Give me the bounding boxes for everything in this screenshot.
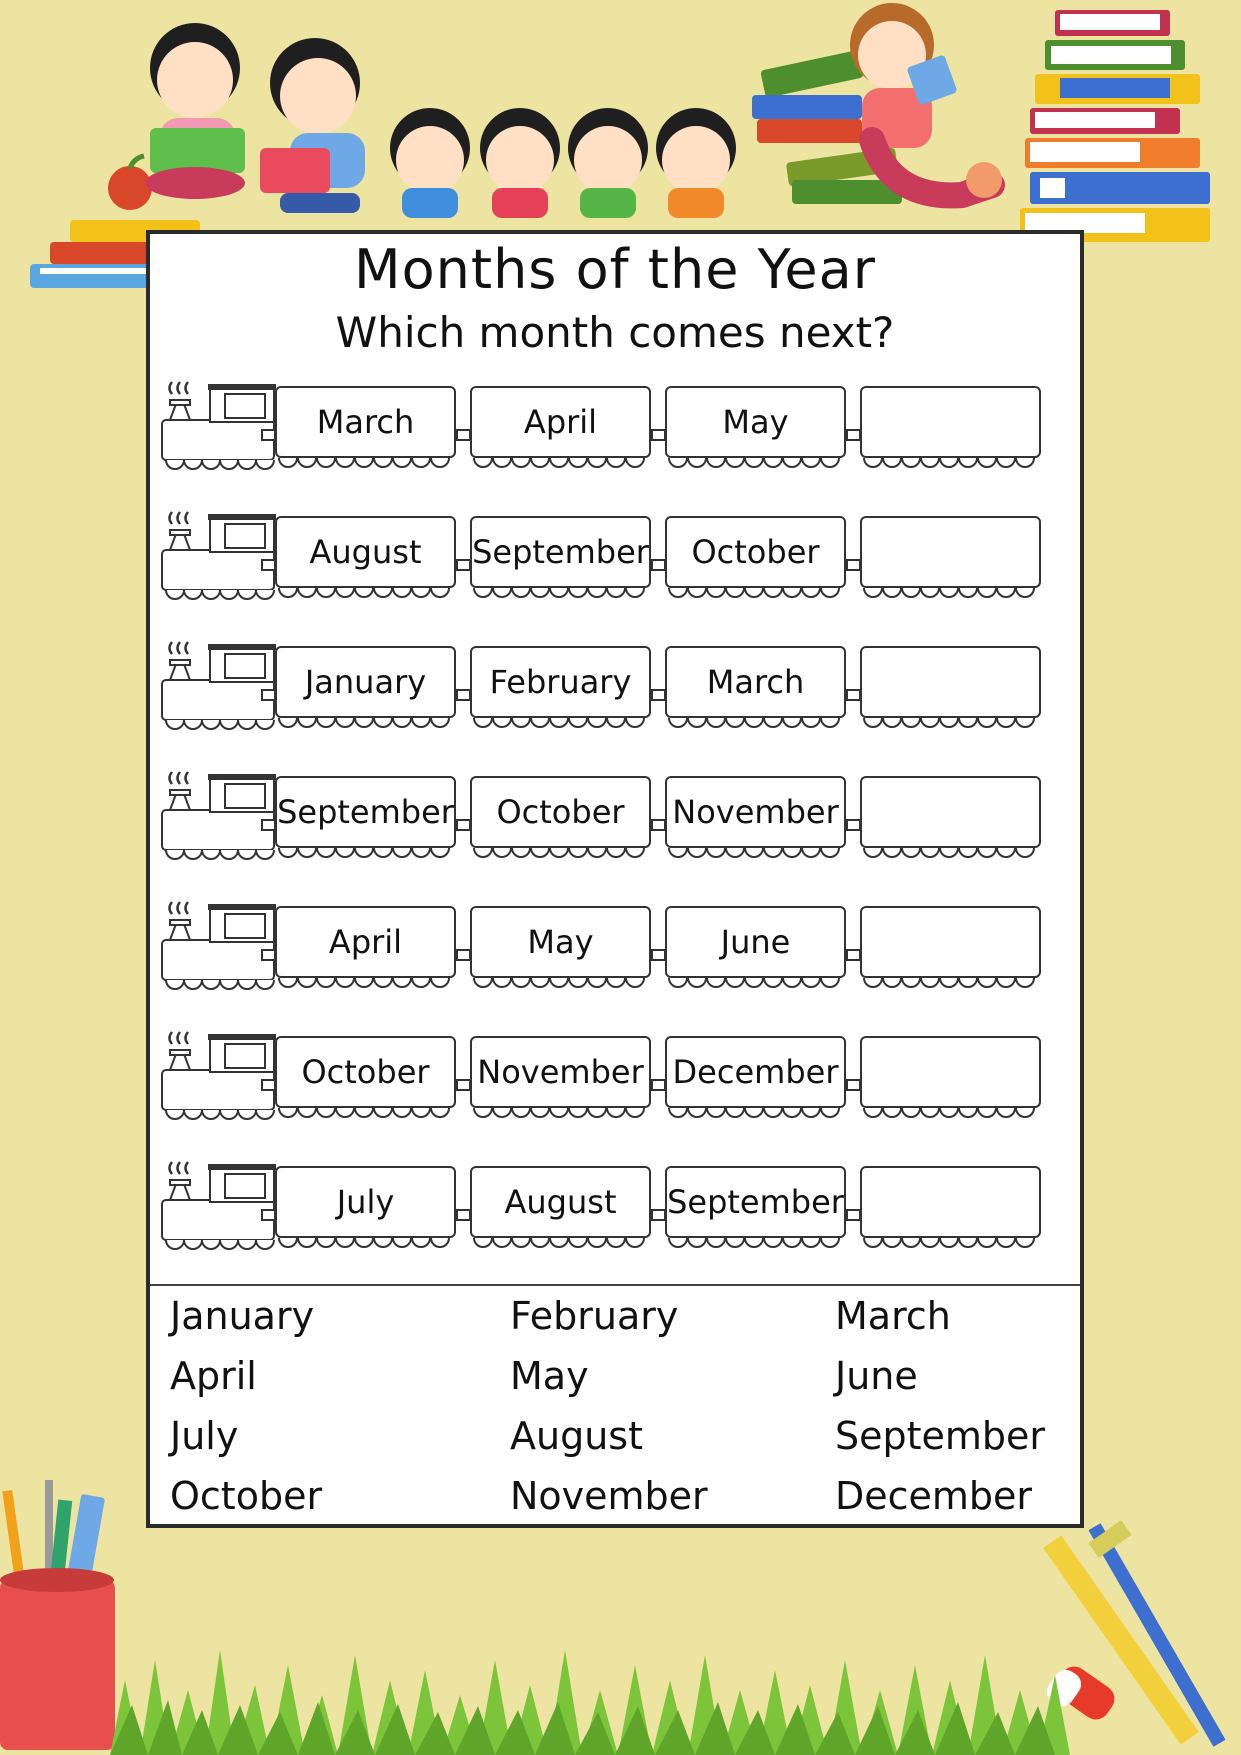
train-row bbox=[160, 634, 1072, 734]
word-bank-item: December bbox=[835, 1474, 1033, 1518]
pencil-cup-icon bbox=[0, 1480, 120, 1750]
train-car-month: October bbox=[275, 1036, 456, 1108]
train-car-month: April bbox=[275, 906, 456, 978]
train-car-month: October bbox=[665, 516, 846, 588]
answer-box[interactable] bbox=[860, 646, 1041, 718]
word-bank-item: January bbox=[170, 1294, 315, 1338]
train-car-month: September bbox=[275, 776, 456, 848]
worksheet-subtitle: Which month comes next? bbox=[335, 308, 895, 357]
answer-box[interactable] bbox=[860, 1036, 1041, 1108]
train-car-month: May bbox=[665, 386, 846, 458]
word-bank-item: November bbox=[510, 1474, 708, 1518]
worksheet-title: Months of the Year bbox=[354, 238, 876, 301]
word-bank-item: October bbox=[170, 1474, 323, 1518]
worksheet bbox=[146, 230, 1084, 1528]
answer-box[interactable] bbox=[860, 386, 1041, 458]
train-car-month: April bbox=[470, 386, 651, 458]
train-car-month: June bbox=[665, 906, 846, 978]
word-bank-item: July bbox=[170, 1414, 239, 1458]
grass-border-icon bbox=[110, 1620, 1070, 1755]
train-car-month: November bbox=[470, 1036, 651, 1108]
word-bank-item: March bbox=[835, 1294, 951, 1338]
divider bbox=[150, 1284, 1080, 1286]
word-bank-item: August bbox=[510, 1414, 643, 1458]
train-car-month: September bbox=[665, 1166, 846, 1238]
answer-box[interactable] bbox=[860, 516, 1041, 588]
answer-box[interactable] bbox=[860, 1166, 1041, 1238]
train-car-month: July bbox=[275, 1166, 456, 1238]
girl-on-books-illustration-icon bbox=[752, 0, 1012, 220]
train-car-month: November bbox=[665, 776, 846, 848]
book-stack-right-icon bbox=[1015, 8, 1215, 248]
word-bank-item: February bbox=[510, 1294, 679, 1338]
train-row bbox=[160, 764, 1072, 864]
train-car-month: March bbox=[275, 386, 456, 458]
train-car-month: January bbox=[275, 646, 456, 718]
word-bank-item: September bbox=[835, 1414, 1046, 1458]
answer-box[interactable] bbox=[860, 906, 1041, 978]
answer-box[interactable] bbox=[860, 776, 1041, 848]
train-car-month: May bbox=[470, 906, 651, 978]
train-row bbox=[160, 1154, 1072, 1254]
train-car-month: October bbox=[470, 776, 651, 848]
train-car-month: December bbox=[665, 1036, 846, 1108]
train-row bbox=[160, 1024, 1072, 1124]
children-reading-illustration-icon bbox=[140, 8, 760, 223]
train-car-month: March bbox=[665, 646, 846, 718]
train-car-month: September bbox=[470, 516, 651, 588]
train-car-month: February bbox=[470, 646, 651, 718]
word-bank-item: April bbox=[170, 1354, 257, 1398]
train-car-month: August bbox=[275, 516, 456, 588]
train-row bbox=[160, 894, 1072, 994]
train-row bbox=[160, 374, 1072, 474]
word-bank-item: May bbox=[510, 1354, 589, 1398]
train-car-month: August bbox=[470, 1166, 651, 1238]
word-bank-item: June bbox=[835, 1354, 918, 1398]
train-row bbox=[160, 504, 1072, 604]
